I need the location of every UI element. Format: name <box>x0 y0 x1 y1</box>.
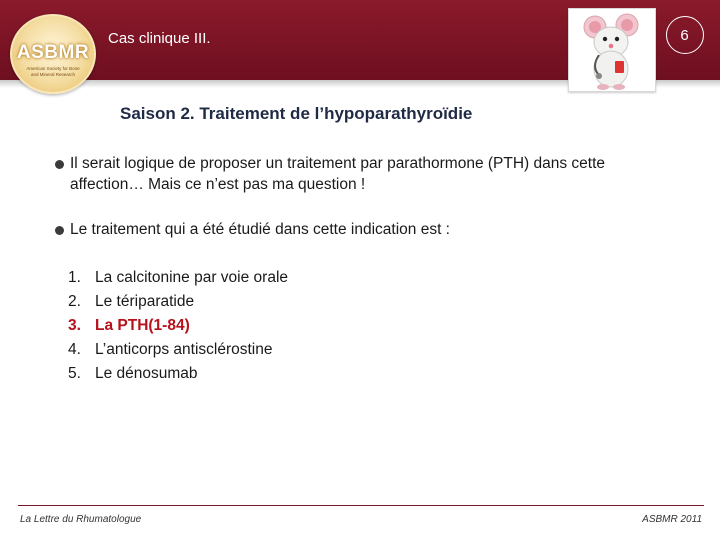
mouse-doctor-image <box>568 8 656 92</box>
asbmr-logo <box>10 14 96 94</box>
footer-divider <box>18 505 704 506</box>
logo-subtext: American Society for Bone and Mineral Research <box>26 66 80 77</box>
bullet-text: Le traitement qui a été étudié dans cette indication est : <box>70 221 450 238</box>
footer-source: ASBMR 2011 <box>642 514 702 525</box>
bullet-item <box>56 153 660 195</box>
option-text: L’anticorps antisclérostine <box>95 341 273 358</box>
option-number: 4. <box>68 341 81 358</box>
bullet-item <box>56 219 660 240</box>
logo-text: ASBMR <box>16 42 90 63</box>
option-item-2 <box>68 290 288 314</box>
slide-header-title: Cas clinique III. <box>108 30 211 47</box>
option-number: 1. <box>68 269 81 286</box>
option-item-3-correct <box>68 314 288 338</box>
footer-journal: La Lettre du Rhumatologue <box>20 514 142 525</box>
page-number-badge <box>666 16 704 54</box>
bullet-dot <box>55 226 64 235</box>
option-item-4 <box>68 338 288 362</box>
option-text: Le tériparatide <box>95 293 195 310</box>
option-number: 5. <box>68 365 81 382</box>
option-number: 2. <box>68 293 81 310</box>
option-text: Le dénosumab <box>95 365 198 382</box>
bullet-text: Il serait logique de proposer un traitement par parathormone (PTH) dans cette affection… Mais ce n’est pas ma question ! <box>70 155 606 193</box>
option-item-5 <box>68 362 288 386</box>
page-number: 6 <box>680 27 689 44</box>
answer-options-list <box>68 266 288 386</box>
bullet-dot <box>55 160 64 169</box>
option-text: La calcitonine par voie orale <box>95 269 289 286</box>
slide-subtitle: Saison 2. Traitement de l’hypoparathyroïdie <box>120 104 473 123</box>
mouse-doctor-illustration <box>569 9 655 91</box>
option-text: La PTH(1-84) <box>95 317 190 334</box>
option-number: 3. <box>68 317 81 334</box>
option-item-1 <box>68 266 288 290</box>
